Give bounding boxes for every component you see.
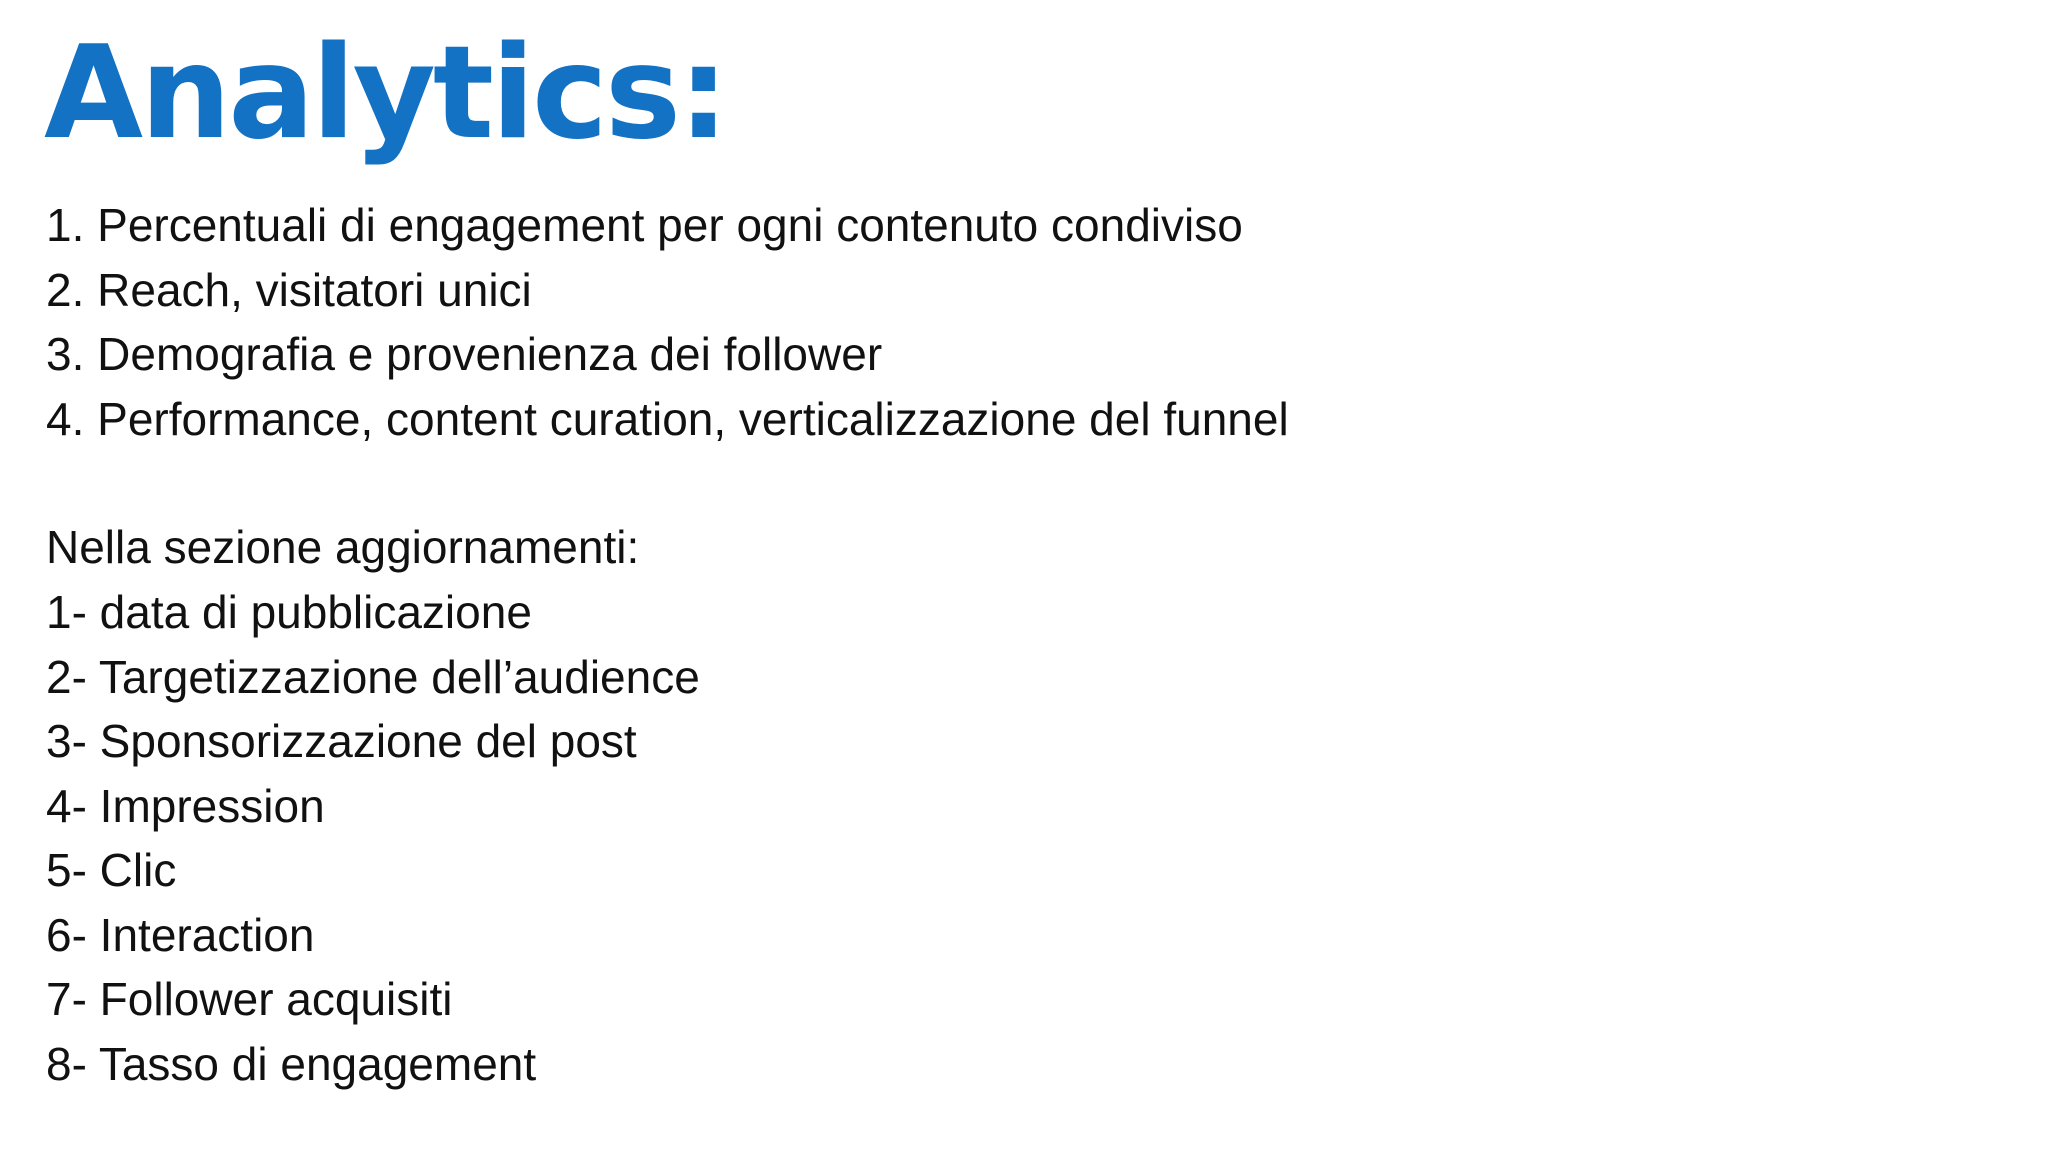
updates-heading: Nella sezione aggiornamenti:	[46, 521, 640, 573]
analytics-list	[46, 193, 1289, 451]
list-item: 7- Follower acquisiti	[46, 973, 453, 1025]
list-item: 1- data di pubblicazione	[46, 586, 532, 638]
list-item: 3- Sponsorizzazione del post	[46, 715, 637, 767]
list-item: 4. Performance, content curation, verticalizzazione del funnel	[46, 392, 1289, 445]
list-item: 8- Tasso di engagement	[46, 1037, 537, 1090]
list-item: 2- Targetizzazione dell’audience	[46, 650, 700, 703]
slide-title: Analytics:	[44, 19, 727, 168]
list-item: 3. Demografia e provenienza dei follower	[46, 328, 883, 380]
updates-list	[46, 580, 700, 1096]
list-item: 5- Clic	[46, 844, 177, 896]
list-item: 4- Impression	[46, 779, 325, 832]
list-item: 6- Interaction	[46, 908, 315, 961]
list-item: 1. Percentuali di engagement per ogni contenuto condiviso	[46, 199, 1243, 251]
list-item: 2. Reach, visitatori unici	[46, 263, 532, 316]
